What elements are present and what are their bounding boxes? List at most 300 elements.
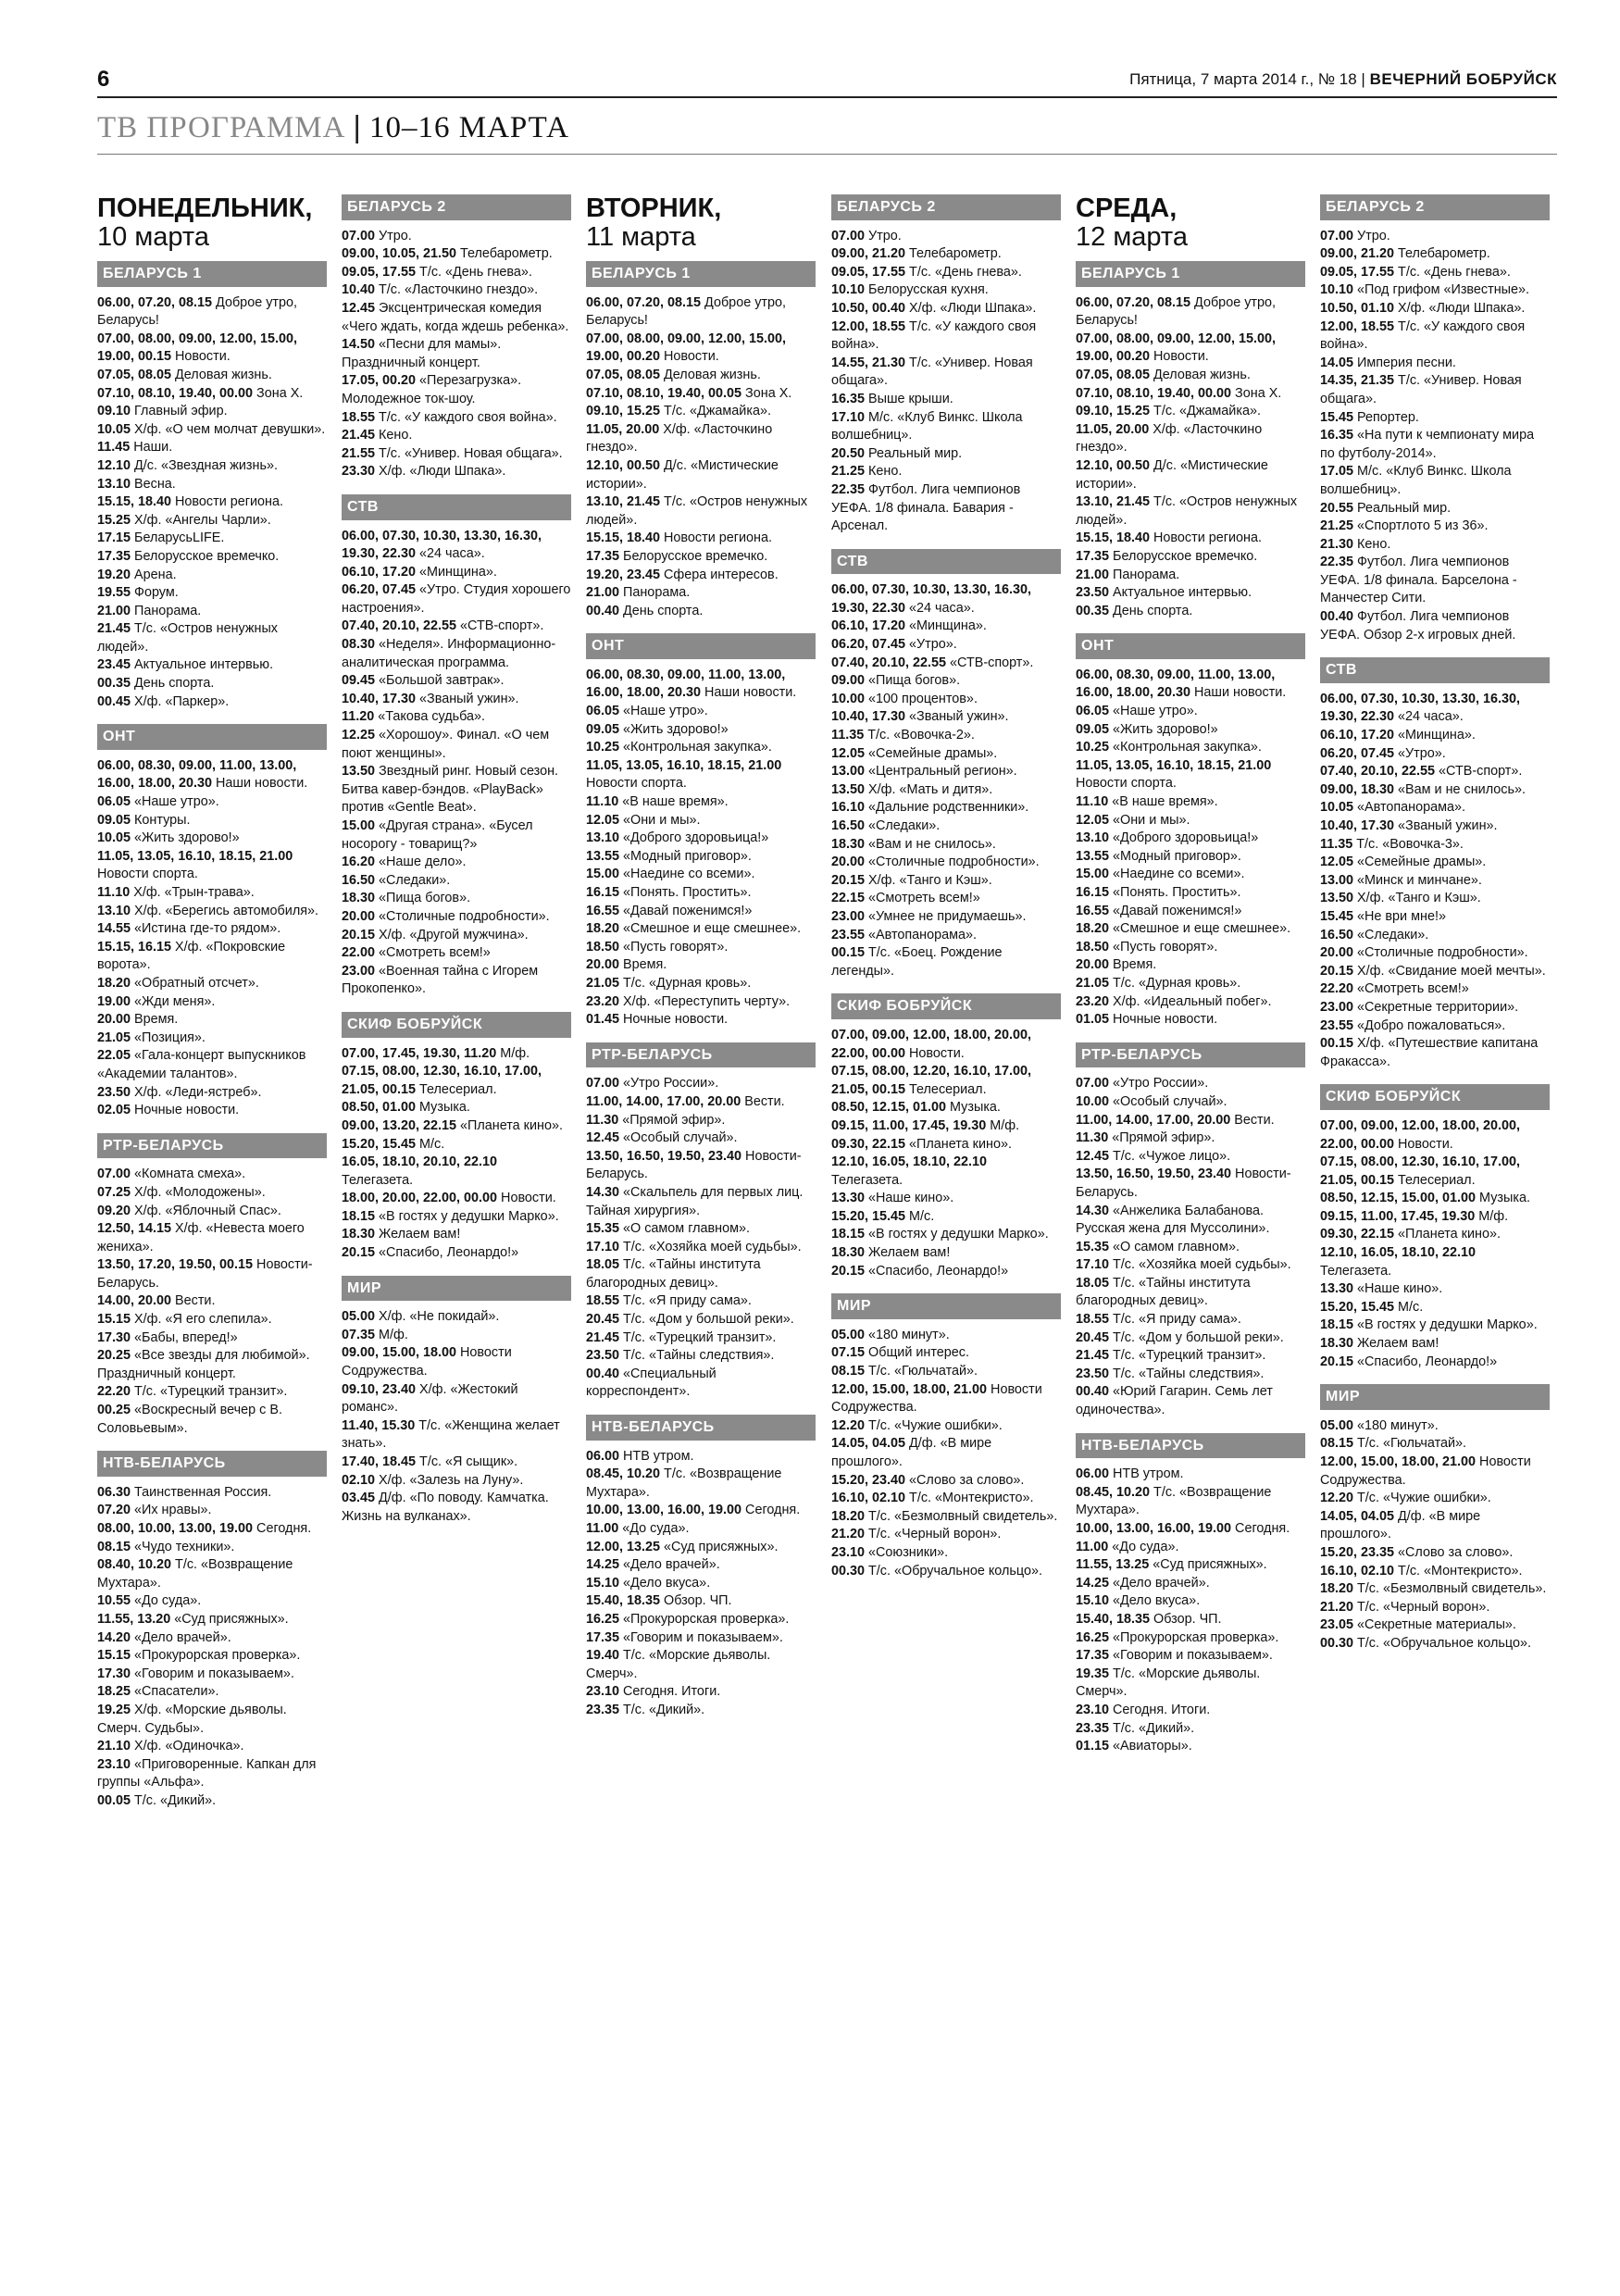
program-time: 07.15	[831, 1345, 866, 1361]
program-item	[97, 1311, 327, 1329]
program-title: Наши новости.	[216, 776, 308, 792]
program-time: 23.00	[831, 908, 866, 924]
program-time: 11.55, 13.25	[1076, 1557, 1150, 1573]
program-item	[342, 1472, 571, 1491]
program-time: 09.20	[97, 1203, 131, 1218]
program-time: 17.35	[97, 548, 131, 564]
program-time: 15.20, 15.45	[1320, 1299, 1395, 1315]
program-item	[97, 1502, 327, 1520]
program-title: Т/с. «Вовочка-3».	[1356, 836, 1464, 852]
program-time: 23.05	[1320, 1617, 1354, 1633]
channel-name: ОНТ	[586, 633, 816, 659]
program-title: Х/ф. «Молодожены».	[134, 1184, 266, 1200]
program-title: «Столичные подробности».	[379, 908, 550, 924]
program-item	[831, 1244, 1061, 1263]
program-item	[97, 1029, 327, 1048]
program-item	[97, 884, 327, 903]
program-title: Т/с. «Хозяйка моей судьбы».	[623, 1239, 802, 1254]
program-title: Т/с. «Чужие ошибки».	[868, 1417, 1003, 1433]
program-time: 08.50, 12.15, 01.00	[831, 1100, 947, 1116]
program-time: 18.30	[831, 1245, 866, 1261]
program-title: Панорама.	[623, 585, 691, 601]
program-title: «Говорим и показываем».	[623, 1629, 783, 1645]
program-item	[831, 890, 1061, 908]
program-item	[831, 300, 1061, 318]
program-title: «Пища богов».	[379, 891, 471, 906]
program-time: 07.00	[1076, 1076, 1110, 1092]
program-item	[342, 1417, 571, 1454]
program-title: Вести.	[175, 1293, 216, 1309]
program-time: 10.00	[1076, 1093, 1110, 1109]
program-time: 23.30	[342, 464, 376, 480]
program-item	[342, 854, 571, 872]
program-title: Желаем вам!	[379, 1227, 461, 1242]
program-title: Х/ф. «Одиночка».	[134, 1739, 244, 1754]
program-time: 22.05	[97, 1048, 131, 1064]
program-item	[586, 1647, 816, 1683]
program-time: 07.25	[97, 1184, 131, 1200]
program-item	[1320, 999, 1550, 1017]
program-title: Телесериал.	[909, 1081, 987, 1097]
program-time: 09.00, 10.05, 21.50	[342, 246, 457, 262]
program-time: 13.30	[1320, 1281, 1354, 1297]
program-title: Х/ф. «Люди Шпака».	[379, 464, 506, 480]
program-title: Х/ф. «Танго и Кэш».	[868, 872, 992, 888]
program-title: «Утро».	[909, 637, 957, 653]
program-title: Новости Содружества.	[831, 1381, 1042, 1416]
program-item	[97, 1184, 327, 1203]
program-item	[831, 1208, 1061, 1227]
program-time: 17.30	[97, 1329, 131, 1345]
program-title: Доброе утро, Беларусь!	[586, 294, 786, 329]
program-time: 23.35	[586, 1702, 620, 1717]
program-title: «Планета кино».	[909, 1136, 1012, 1152]
program-item	[97, 421, 327, 440]
program-item	[586, 1592, 816, 1611]
program-time: 20.15	[1320, 963, 1354, 979]
program-time: 07.00	[586, 1076, 620, 1092]
program-item	[831, 1526, 1061, 1544]
program-item	[342, 1099, 571, 1117]
program-time: 09.15, 11.00, 17.45, 19.30	[831, 1117, 987, 1133]
program-title: «Пусть говорят».	[1113, 939, 1218, 955]
program-title: Эксцентрическая комедия «Чего ждать, когда ждешь ребенка».	[342, 300, 569, 334]
program-title: Новости региона.	[1153, 530, 1262, 546]
day-name: ВТОРНИК,	[586, 193, 722, 223]
program-item	[342, 708, 571, 727]
program-time: 16.35	[831, 391, 866, 406]
program-time: 12.45	[586, 1130, 620, 1146]
program-item	[342, 1344, 571, 1380]
program-time: 17.30	[97, 1666, 131, 1681]
program-item	[586, 721, 816, 740]
program-title: «Утро России».	[1113, 1076, 1209, 1092]
program-item	[831, 927, 1061, 945]
program-title: Деловая жизнь.	[1153, 367, 1251, 382]
program-title: «Такова судьба».	[378, 709, 486, 725]
program-item	[586, 1075, 816, 1093]
program-item	[342, 1381, 571, 1417]
program-title: «Смотреть всем!»	[1357, 981, 1469, 997]
program-item	[97, 939, 327, 975]
program-time: 23.10	[586, 1684, 620, 1700]
program-time: 00.30	[1320, 1635, 1354, 1651]
program-time: 06.20, 07.45	[831, 637, 906, 653]
program-time: 03.45	[342, 1491, 376, 1506]
program-item	[586, 1093, 816, 1112]
program-item	[97, 1683, 327, 1702]
program-item	[831, 264, 1061, 282]
program-time: 11.45	[97, 440, 131, 455]
program-item	[586, 866, 816, 884]
program-item	[97, 848, 327, 884]
program-title: Новости.	[501, 1191, 556, 1206]
program-time: 18.20	[1076, 921, 1110, 937]
program-item	[831, 245, 1061, 264]
program-title: Обзор. ЧП.	[1153, 1611, 1222, 1627]
program-title: «Песни для мамы». Праздничный концерт.	[342, 337, 502, 370]
program-item	[586, 567, 816, 585]
program-item	[1076, 1629, 1305, 1648]
program-item	[831, 1508, 1061, 1527]
program-time: 09.05, 17.55	[831, 264, 906, 280]
channel-name: СКИФ БОБРУЙСК	[342, 1012, 571, 1038]
program-title: Т/с. «Джамайка».	[1153, 404, 1261, 419]
program-title: День спорта.	[623, 603, 704, 618]
program-time: 15.20, 23.35	[1320, 1544, 1395, 1560]
program-time: 23.10	[1076, 1702, 1110, 1717]
program-title: «Семейные драмы».	[1357, 855, 1487, 870]
program-item	[342, 581, 571, 618]
channel-name: НТВ-БЕЛАРУСЬ	[586, 1415, 816, 1441]
program-title: «Дело врачей».	[134, 1629, 231, 1645]
program-time: 11.10	[586, 794, 619, 810]
program-time: 13.50	[342, 764, 376, 780]
program-title: Х/ф. «Люди Шпака».	[1398, 300, 1526, 316]
program-title: Футбол. Лига чемпионов УЕФА. Обзор 2-х игровых дней.	[1320, 609, 1516, 643]
program-time: 15.20, 15.45	[342, 1136, 417, 1152]
program-title: Т/с. «Универ. Новая общага».	[1320, 373, 1522, 406]
program-title: Т/с. «Дикий».	[134, 1792, 217, 1808]
program-title: «Дальние родственники».	[868, 800, 1029, 816]
program-item	[342, 908, 571, 927]
program-item	[97, 993, 327, 1012]
program-item	[97, 493, 327, 512]
program-time: 13.10	[97, 476, 131, 492]
program-title: Новости Содружества.	[1320, 1454, 1531, 1488]
program-title: Контуры.	[134, 812, 191, 828]
program-title: «До суда».	[1112, 1539, 1179, 1554]
program-title: «Наше кино».	[868, 1191, 954, 1206]
program-time: 12.20	[831, 1417, 866, 1433]
program-time: 09.10, 15.25	[586, 404, 661, 419]
program-title: «Спортлото 5 из 36».	[1357, 518, 1489, 534]
program-title: Выше крыши.	[868, 391, 953, 406]
program-title: Х/ф. «Жестокий романс».	[342, 1381, 518, 1416]
program-time: 08.30	[342, 637, 376, 653]
program-title: Новости.	[1153, 349, 1209, 365]
program-title: Сегодня.	[1235, 1521, 1290, 1536]
program-time: 17.35	[1076, 548, 1110, 564]
program-title: Х/ф. «Мать и дитя».	[868, 781, 993, 797]
program-time: 19.25	[97, 1702, 131, 1717]
program-time: 16.25	[1076, 1629, 1110, 1645]
program-item	[831, 1063, 1061, 1099]
program-title: «Не ври мне!»	[1357, 908, 1446, 924]
program-item	[1320, 300, 1550, 318]
program-item	[97, 830, 327, 848]
program-title: «Суд присяжных».	[664, 1539, 779, 1554]
program-title: Время.	[623, 957, 667, 973]
program-item	[97, 675, 327, 693]
program-title: Х/ф. «Люди Шпака».	[909, 300, 1037, 316]
program-time: 17.10	[1076, 1257, 1110, 1273]
program-time: 13.00	[1320, 872, 1354, 888]
program-time: 18.20	[586, 921, 620, 937]
program-item	[1076, 367, 1305, 385]
program-time: 10.05	[1320, 800, 1354, 816]
program-time: 18.15	[831, 1227, 866, 1242]
program-time: 01.05	[1076, 1012, 1110, 1028]
program-item	[1076, 1347, 1305, 1366]
program-title: Х/ф. «Паркер».	[134, 693, 230, 709]
program-time: 14.50	[342, 337, 376, 353]
program-time: 06.05	[1076, 704, 1110, 719]
channel-name: РТР-БЕЛАРУСЬ	[586, 1042, 816, 1068]
program-item	[1320, 409, 1550, 428]
channel-name: СКИФ БОБРУЙСК	[1320, 1084, 1550, 1110]
program-title: «Вам и не снилось».	[868, 836, 996, 852]
channel-name: СТВ	[831, 549, 1061, 575]
program-time: 00.40	[586, 603, 620, 618]
program-title: «Наше утро».	[623, 704, 708, 719]
program-time: 16.10, 02.10	[1320, 1563, 1395, 1578]
program-title: «Минщина».	[909, 618, 987, 634]
program-item	[97, 1329, 327, 1348]
program-time: 19.40	[586, 1648, 620, 1664]
program-item	[831, 781, 1061, 800]
program-time: 15.15, 16.15	[97, 939, 172, 955]
program-title: Т/с. «Монтекристо».	[1398, 1563, 1523, 1578]
program-time: 10.00, 13.00, 16.00, 19.00	[1076, 1521, 1232, 1536]
program-title: Х/ф. «О чем молчат девушки».	[134, 421, 326, 437]
channel-name: МИР	[1320, 1384, 1550, 1410]
program-time: 13.10, 21.45	[1076, 494, 1151, 510]
program-item	[831, 1226, 1061, 1244]
program-item	[1320, 427, 1550, 463]
program-time: 13.30	[831, 1191, 866, 1206]
program-time: 08.40, 10.20	[97, 1557, 172, 1573]
program-item	[342, 1190, 571, 1208]
program-item	[1320, 1226, 1550, 1244]
program-item	[586, 1629, 816, 1648]
program-time: 20.15	[342, 1245, 376, 1261]
program-time: 21.20	[1320, 1599, 1354, 1615]
program-item	[831, 228, 1061, 246]
program-title: Т/с. «У каждого своя война».	[1320, 318, 1526, 353]
program-title: Х/ф. «Идеальный побег».	[1113, 993, 1272, 1009]
program-title: «Планета кино».	[460, 1117, 563, 1133]
day-date: 11 марта	[586, 222, 696, 252]
program-time: 18.30	[831, 836, 866, 852]
program-title: Х/ф. «Не покидай».	[379, 1309, 500, 1325]
program-title: Телебарометр.	[909, 246, 1002, 262]
program-time: 22.20	[97, 1384, 131, 1400]
program-time: 09.00, 18.30	[1320, 781, 1395, 797]
program-time: 12.10, 00.50	[1076, 457, 1151, 473]
program-time: 09.05	[586, 721, 620, 737]
channel-name: НТВ-БЕЛАРУСЬ	[1076, 1433, 1305, 1459]
program-title: Т/с. «День гнева».	[1398, 264, 1511, 280]
program-time: 20.55	[1320, 500, 1354, 516]
program-time: 20.15	[1320, 1354, 1354, 1369]
program-time: 10.50, 01.10	[1320, 300, 1395, 316]
program-title: Зона Х.	[256, 385, 304, 401]
program-item	[586, 1520, 816, 1539]
program-title: Время.	[1113, 957, 1157, 973]
program-item	[1320, 1117, 1550, 1154]
program-title: Д/ф. «В мире прошлого».	[1320, 1508, 1481, 1542]
program-time: 20.25	[97, 1348, 131, 1364]
program-time: 17.40, 18.45	[342, 1454, 417, 1469]
program-item	[1320, 908, 1550, 927]
program-time: 23.55	[831, 927, 866, 942]
program-title: Х/ф. «Другой мужчина».	[379, 927, 529, 942]
program-title: «Воскресный вечер с В. Соловьевым».	[97, 1403, 282, 1436]
program-title: «Говорим и показываем».	[1113, 1648, 1273, 1664]
program-time: 00.40	[1320, 609, 1354, 625]
program-item	[342, 1244, 571, 1263]
program-item	[97, 1484, 327, 1503]
program-item	[831, 1381, 1061, 1417]
channel-block	[1320, 1084, 1550, 1371]
program-item	[586, 757, 816, 793]
program-item	[1076, 739, 1305, 757]
program-title: «Спасибо, Леонардо!»	[868, 1263, 1009, 1279]
program-item	[342, 1226, 571, 1244]
program-item	[342, 528, 571, 564]
program-item	[1076, 1256, 1305, 1275]
program-item	[831, 1363, 1061, 1381]
program-item	[586, 667, 816, 703]
program-title: Реальный мир.	[1357, 500, 1452, 516]
program-time: 09.05, 17.55	[1320, 264, 1395, 280]
program-title: «Пусть говорят».	[623, 939, 729, 955]
program-title: «Смешное и еще смешнее».	[1113, 921, 1291, 937]
program-item	[586, 1611, 816, 1629]
program-item	[1320, 745, 1550, 764]
program-time: 01.15	[1076, 1739, 1110, 1754]
program-time: 15.40, 18.35	[586, 1593, 661, 1609]
program-title: Д/ф. «По поводу. Камчатка. Жизнь на вулканах».	[342, 1491, 549, 1524]
program-item	[1076, 331, 1305, 367]
program-time: 19.20	[97, 567, 131, 582]
program-time: 07.00	[1320, 228, 1354, 243]
program-item	[1320, 1580, 1550, 1599]
program-item	[342, 1063, 571, 1099]
program-title: «Дело вкуса».	[623, 1575, 711, 1591]
program-item	[1076, 1166, 1305, 1202]
program-time: 06.00, 07.20, 08.15	[97, 294, 213, 310]
program-title: Кено.	[868, 464, 903, 480]
program-title: «Модный приговор».	[623, 848, 752, 864]
program-item	[1320, 372, 1550, 408]
program-title: Арена.	[134, 567, 177, 582]
program-title: Т/с. «Возвращение Мухтара».	[586, 1466, 782, 1500]
program-title: М/с. «Клуб Винкс. Школа волшебниц».	[831, 409, 1023, 443]
program-item	[831, 1327, 1061, 1345]
program-time: 15.15, 18.40	[97, 494, 172, 510]
program-item	[97, 603, 327, 621]
program-title: «Говорим и показываем».	[134, 1666, 294, 1681]
program-time: 18.55	[586, 1293, 620, 1309]
program-item	[831, 636, 1061, 655]
program-time: 10.25	[586, 740, 620, 755]
program-title: «24 часа».	[909, 600, 975, 616]
program-item	[1076, 884, 1305, 903]
program-item	[831, 1417, 1061, 1436]
program-item	[1320, 1190, 1550, 1208]
program-title: «24 часа».	[419, 546, 485, 562]
program-item	[1320, 536, 1550, 555]
program-title: «Наше утро».	[1113, 704, 1198, 719]
program-time: 08.45, 10.20	[586, 1466, 661, 1482]
program-time: 20.00	[342, 908, 376, 924]
program-time: 21.45	[342, 428, 376, 443]
program-item	[342, 300, 571, 336]
program-title: Ночные новости.	[134, 1103, 240, 1118]
program-title: «Добро пожаловаться».	[1357, 1017, 1506, 1033]
program-item	[1320, 1417, 1550, 1436]
program-title: «Столичные подробности».	[1357, 945, 1528, 961]
program-time: 20.15	[342, 927, 376, 942]
channel-name: ОНТ	[97, 724, 327, 750]
program-item	[342, 336, 571, 372]
program-title: «В наше время».	[622, 794, 729, 810]
program-title: «Минск и минчане».	[1357, 872, 1482, 888]
program-item	[97, 1756, 327, 1792]
program-item	[342, 963, 571, 999]
program-time: 18.20	[1320, 1581, 1354, 1597]
section-label: ТВ ПРОГРАММА	[97, 111, 346, 144]
program-item	[97, 548, 327, 567]
program-title: «Семейные драмы».	[868, 745, 998, 761]
program-title: Т/с. «Монтекристо».	[909, 1491, 1034, 1506]
program-time: 20.45	[586, 1312, 620, 1328]
program-item	[586, 457, 816, 493]
program-item	[831, 799, 1061, 817]
program-item	[97, 476, 327, 494]
program-title: Панорама.	[1113, 567, 1180, 582]
program-item	[1076, 1647, 1305, 1666]
program-item	[342, 228, 571, 246]
program-title: Новости.	[909, 1045, 965, 1061]
program-time: 09.05	[97, 812, 131, 828]
schedule-column	[1320, 194, 1550, 1666]
day-date: 12 марта	[1076, 222, 1188, 252]
program-time: 16.35	[1320, 428, 1354, 443]
program-title: Т/с. «Хозяйка моей судьбы».	[1113, 1257, 1291, 1273]
program-item	[1076, 1075, 1305, 1093]
program-item	[831, 1435, 1061, 1471]
program-item	[342, 1117, 571, 1136]
channel-name: ОНТ	[1076, 633, 1305, 659]
program-title: Т/с. «Тайны следствия».	[1113, 1366, 1265, 1381]
program-title: Телегазета.	[1320, 1263, 1392, 1279]
program-item	[97, 1102, 327, 1120]
program-time: 16.55	[1076, 903, 1110, 918]
program-time: 06.10, 17.20	[831, 618, 906, 634]
